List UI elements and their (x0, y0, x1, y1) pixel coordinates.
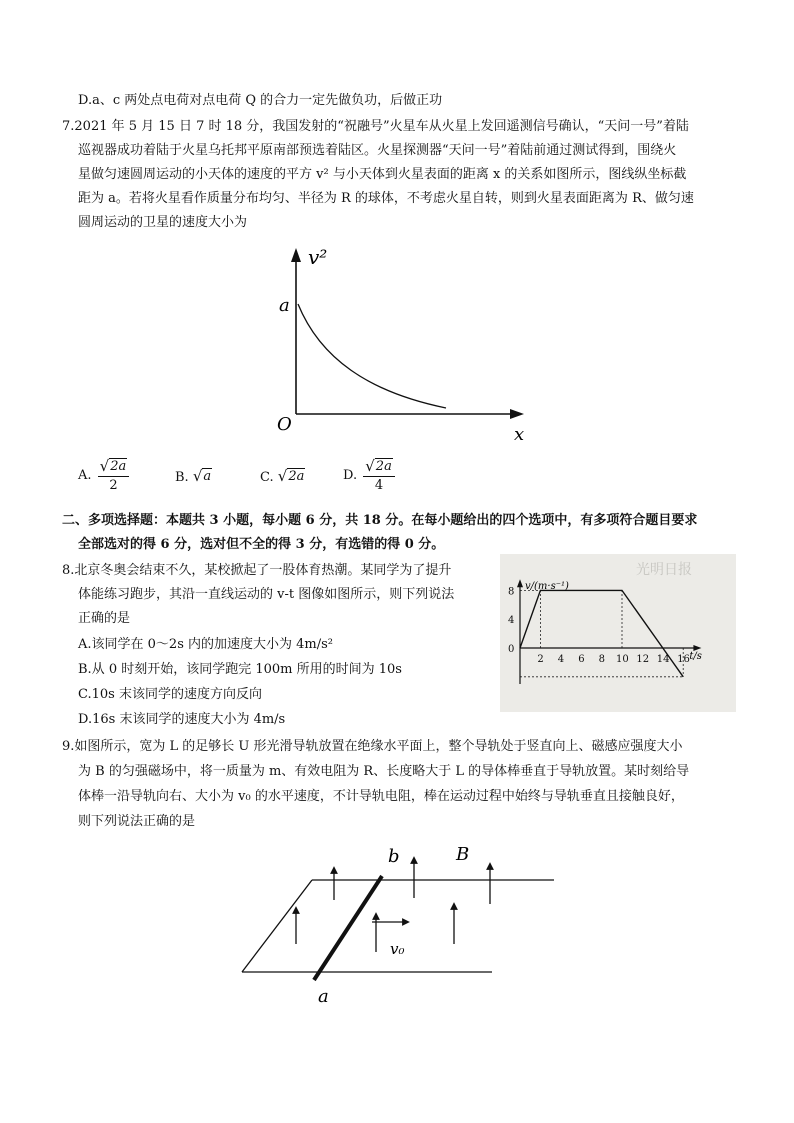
section2-heading-line-2: 全部选对的得 6 分，选对但不全的得 3 分，有选错的得 0 分。 (78, 537, 445, 552)
q7-curve (298, 304, 446, 408)
q7-line-5: 圆周运动的卫星的速度大小为 (78, 215, 248, 230)
q8-chart-x-label: t/s (689, 651, 702, 662)
q9-conductor-rod (314, 876, 382, 980)
q8-chart-background (500, 554, 736, 712)
q8-option-c: C.10s 末该同学的速度方向反向 (78, 687, 262, 702)
q8-option-b: B.从 0 时刻开始，该同学跑完 100m 所用的时间为 10s (78, 662, 402, 677)
q7-option-b-letter: B. (175, 470, 189, 485)
q8-chart-x-tick-label: 4 (557, 654, 565, 665)
q8-chart-x-tick-label: 14 (656, 654, 670, 665)
q8-chart-x-tick-label: 12 (636, 654, 650, 665)
q7-option-a-radicand: 2a (110, 459, 127, 474)
q7-origin-label: O (277, 414, 292, 435)
q7-line-1: 7.2021 年 5 月 15 日 7 时 18 分，我国发射的“祝融号”火星车从火星上发回遥测信号确认，“天问一号”着陆 (62, 119, 689, 134)
q8-chart-x-tick-label: 6 (578, 654, 585, 665)
q7-x-arrow (510, 409, 524, 419)
q7-graph (268, 240, 538, 450)
q7-option-a (78, 458, 129, 493)
q7-line-2: 巡视器成功着陆于火星乌托邦平原南部预选着陆区。火星探测器“天问一号”着陆前通过测试得到，围绕火 (78, 143, 677, 158)
q9-line-4: 则下列说法正确的是 (78, 814, 196, 829)
q7-option-a-fraction: √ 2a 2 (98, 458, 130, 493)
q8-chart-y-tick-label: 8 (508, 586, 515, 598)
q7-option-c-radicand: 2a (288, 469, 305, 484)
q7-option-a-letter: A. (78, 468, 92, 483)
q8-chart-x-tick-label: 8 (598, 654, 605, 665)
q8-chart-y-tick-label: 0 (508, 644, 515, 655)
q7-option-d-fraction: √ 2a 4 (363, 458, 395, 493)
q9-line-1: 9.如图所示，宽为 L 的足够长 U 形光滑导轨放置在绝缘水平面上，整个导轨处于竖直向上、磁感应强度大小 (62, 739, 683, 754)
q8-line-1: 8.北京冬奥会结束不久，某校掀起了一股体育热潮。某同学为了提升 (62, 563, 452, 578)
q8-chart-x-tick-label: 10 (616, 654, 629, 665)
q7-y-label: v² (308, 245, 328, 269)
q9-line-3: 体棒一沿导轨向右、大小为 v₀ 的水平速度，不计导轨电阻，棒在运动过程中始终与导轨垂直且接触良好， (78, 789, 684, 804)
q8-chart-x-tick-label: 16 (677, 654, 690, 665)
q9-left-rail (242, 880, 312, 972)
q8-line-3: 正确的是 (78, 611, 131, 626)
q7-line-3: 星做匀速圆周运动的小天体的速度的平方 v² 与小天体到火星表面的距离 x 的关系如图所示，图线纵坐标截 (78, 167, 687, 182)
q8-chart-y-label: v/(m·s⁻¹) (525, 581, 569, 593)
q8-chart-watermark: 光明日报 (636, 562, 692, 578)
q8-chart-x-tick-label: 2 (537, 654, 544, 665)
q7-option-b: B. √ a (175, 467, 212, 485)
q9-label-b: b (388, 846, 400, 867)
q7-option-c: C. √ 2a (260, 467, 305, 485)
q9-label-a: a (318, 986, 329, 1007)
q8-line-2: 体能练习跑步，其沿一直线运动的 v-t 图像如图所示，则下列说法 (78, 587, 455, 602)
q7-option-c-letter: C. (260, 470, 274, 485)
q6-option-d: D.a、c 两处点电荷对点电荷 Q 的合力一定先做负功，后做正功 (78, 93, 443, 108)
q7-option-a-denominator: 2 (109, 478, 118, 493)
q7-option-b-radicand: a (203, 469, 212, 484)
q9-rail-figure (236, 840, 566, 1010)
q9-label-field: B (456, 844, 470, 865)
q7-option-d (343, 458, 395, 493)
q8-vt-chart (500, 554, 736, 712)
q8-option-a: A.该同学在 0～2s 内的加速度大小为 4m/s² (78, 637, 333, 652)
q8-chart-y-tick-label: 4 (508, 615, 515, 627)
q7-option-d-denominator: 4 (374, 478, 384, 493)
q7-y-arrow (291, 248, 301, 262)
q7-line-4: 距为 a。若将火星看作质量分布均匀、半径为 R 的球体，不考虑火星自转，则到火星表面距离为 R、做匀速 (78, 191, 694, 206)
q9-line-2: 为 B 的匀强磁场中，将一质量为 m、有效电阻为 R、长度略大于 L 的导体棒垂直于导轨放置。某时刻给导 (78, 764, 690, 779)
q7-option-d-radicand: 2a (375, 459, 392, 474)
q8-option-d: D.16s 末该同学的速度大小为 4m/s (78, 712, 286, 727)
q9-label-velocity: v₀ (390, 940, 405, 958)
q7-option-d-letter: D. (343, 468, 358, 483)
q7-x-label: x (514, 424, 525, 445)
section2-heading-line-1: 二、多项选择题：本题共 3 小题，每小题 6 分，共 18 分。在每小题给出的四个选项中，有多项符合题目要求 (62, 513, 698, 528)
q7-intercept-label: a (279, 295, 290, 316)
